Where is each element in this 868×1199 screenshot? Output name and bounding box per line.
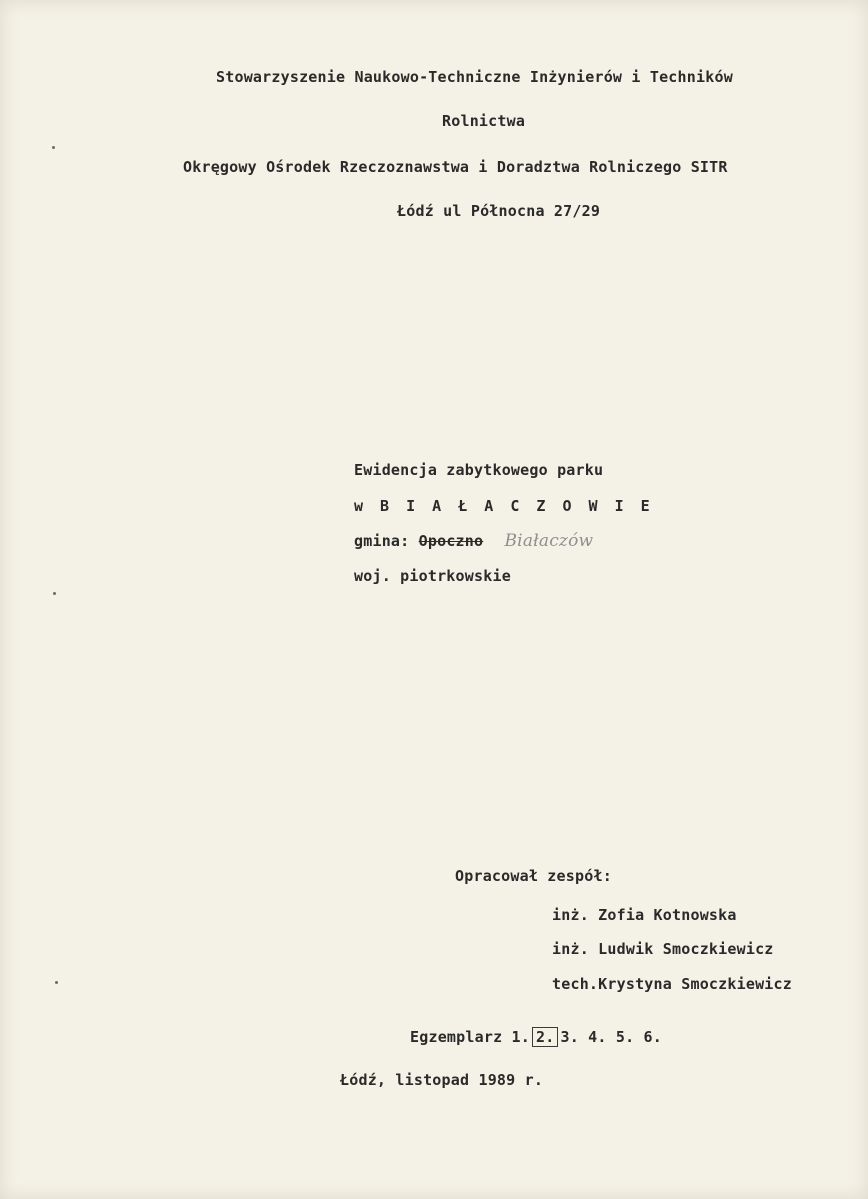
paper-speck (53, 592, 56, 595)
org-department: Okręgowy Ośrodek Rzeczoznawstwa i Doradztwa Rolniczego SITR (183, 158, 728, 176)
copy-label: Egzemplarz (410, 1028, 503, 1046)
org-address: Łódź ul Północna 27/29 (397, 202, 601, 220)
team-member: tech.Krystyna Smoczkiewicz (552, 975, 792, 993)
gmina-line (354, 531, 593, 551)
gmina-value: Opoczno (418, 532, 484, 550)
copy-number: 1. (511, 1028, 531, 1046)
copy-numbers-rest: 3. 4. 5. 6. (560, 1028, 663, 1046)
team-member: inż. Zofia Kotnowska (552, 906, 737, 924)
gmina-label: gmina: (354, 532, 410, 550)
gmina-handwritten-correction: Białaczów (504, 531, 594, 551)
place-date: Łódź, listopad 1989 r. (340, 1071, 544, 1089)
copy-number-marked: 2. (532, 1027, 558, 1047)
org-name-line1: Stowarzyszenie Naukowo-Techniczne Inżynierów i Techników (216, 68, 733, 86)
document-title: Ewidencja zabytkowego parku (354, 461, 604, 479)
document-location: w B I A Ł A C Z O W I E (354, 497, 654, 515)
voivodeship: woj. piotrkowskie (354, 567, 511, 585)
team-label: Opracował zespół: (455, 867, 612, 885)
team-member: inż. Ludwik Smoczkiewicz (552, 940, 774, 958)
paper-speck (52, 146, 55, 149)
copy-number-line (410, 1027, 662, 1047)
paper-speck (55, 981, 58, 984)
org-name-line2: Rolnictwa (442, 112, 526, 130)
